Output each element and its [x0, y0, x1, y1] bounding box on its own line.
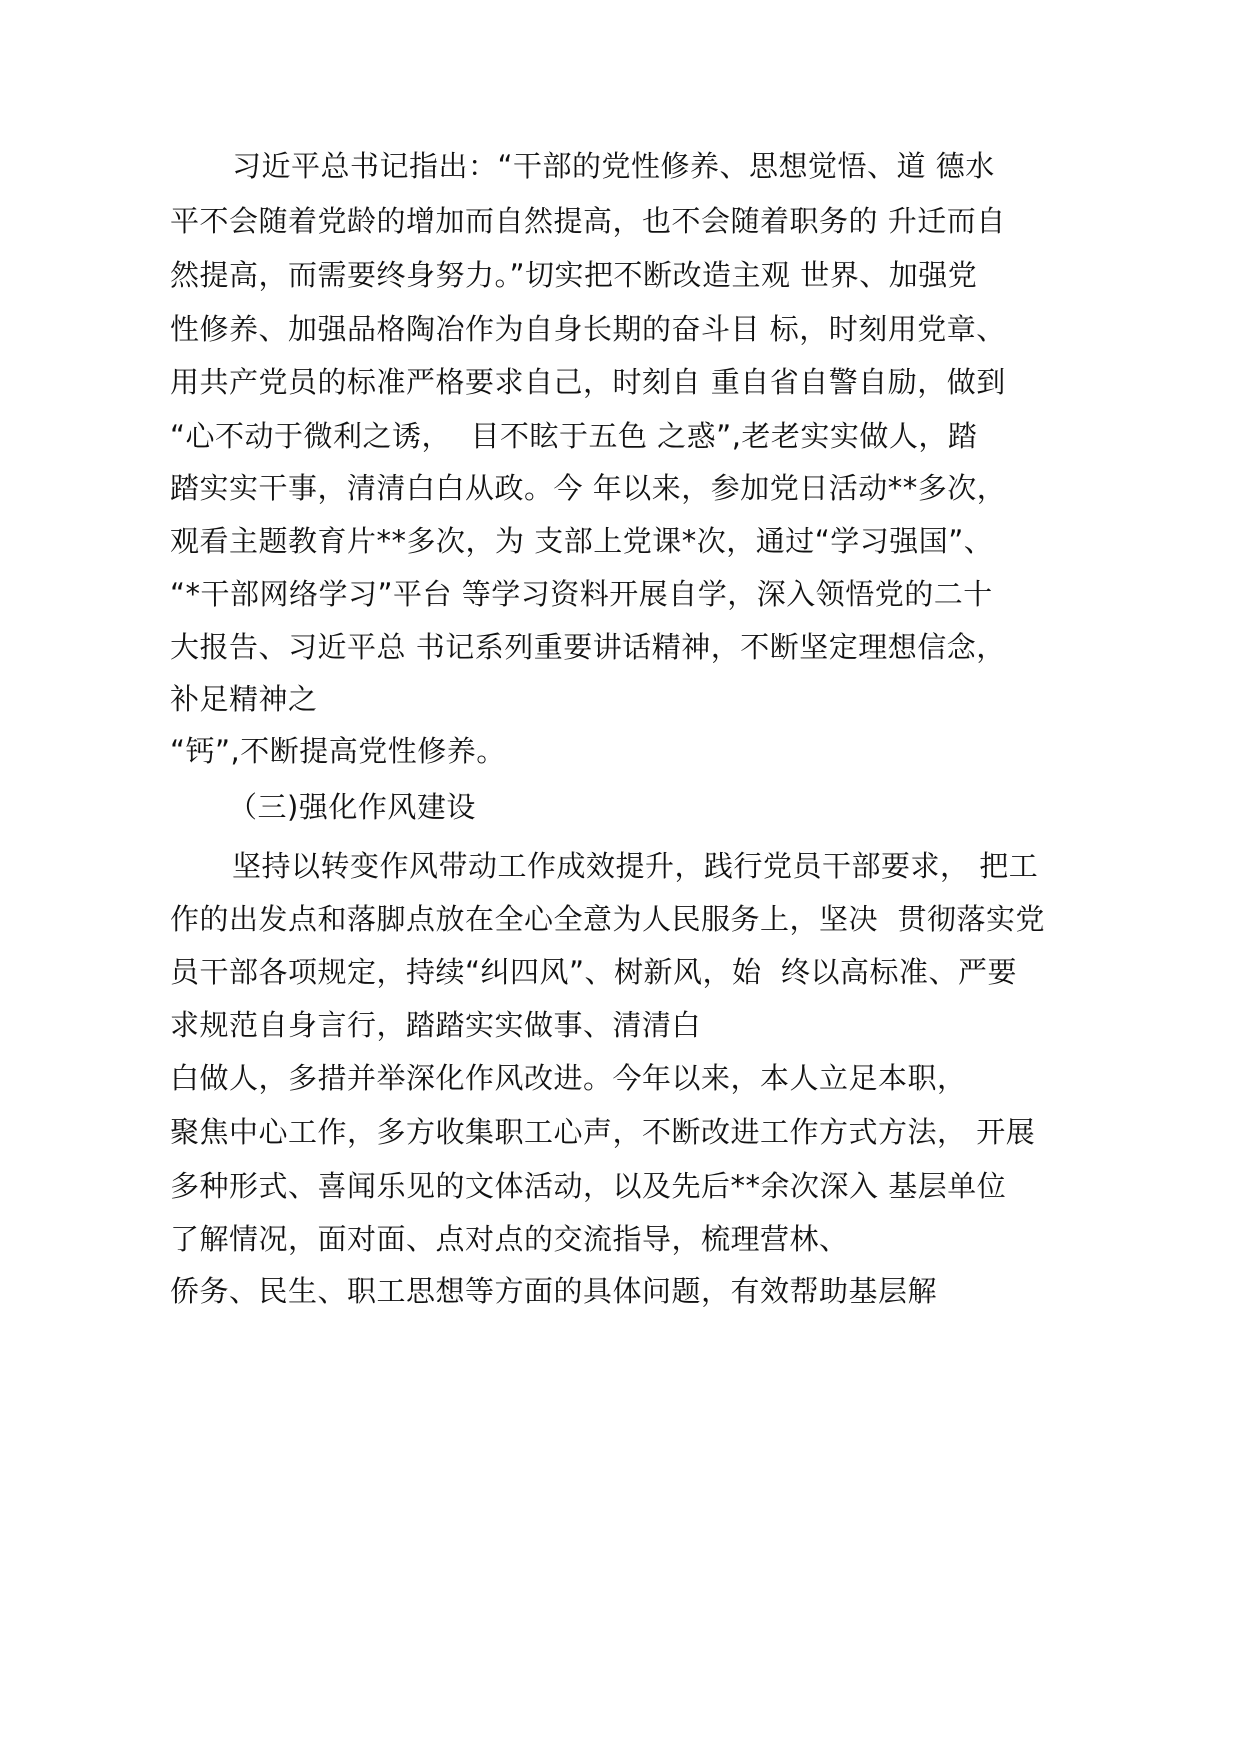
- text-line: 平不会随着党龄的增加而自然提高，也不会随着职务的 升迁而自: [170, 204, 1006, 238]
- text-line: 了解情况，面对面、点对点的交流指导，梳理营林、: [170, 1222, 849, 1256]
- text-line: 踏实实干事，清清白白从政。今 年以来，参加党日活动**多次，: [170, 471, 1007, 505]
- text-line: 坚持以转变作风带动工作成效提升，践行党员干部要求， 把工: [232, 849, 1039, 883]
- text-line: 作的出发点和落脚点放在全心全意为人民服务上，坚决 贯彻落实党: [170, 902, 1045, 936]
- text-line: “*干部网络学习”平台 等学习资料开展自学，深入领悟党的二十: [170, 577, 993, 611]
- text-line: 聚焦中心工作，多方收集职工心声，不断改进工作方式方法， 开展: [170, 1115, 1036, 1149]
- text-line: 观看主题教育片**多次，为 支部上党课*次，通过“学习强国”、: [170, 524, 994, 558]
- text-line: 补足精神之: [170, 682, 318, 716]
- text-line: 求规范自身言行，踏踏实实做事、清清白: [170, 1008, 702, 1042]
- text-line: 白做人，多措并举深化作风改进。今年以来，本人立足本职，: [170, 1061, 967, 1095]
- text-line: 习近平总书记指出：“干部的党性修养、思想觉悟、道 德水: [232, 149, 995, 183]
- text-line: 然提高，而需要终身努力。”切实把不断改造主观 世界、加强党: [170, 258, 978, 292]
- text-line: 员干部各项规定，持续“纠四风”、树新风，始 终以高标准、严要: [170, 955, 1017, 989]
- section-heading: （三)强化作风建设: [228, 790, 476, 824]
- text-line: 大报告、习近平总 书记系列重要讲话精神，不断坚定理想信念，: [170, 630, 1006, 664]
- text-line: 用共产党员的标准严格要求自己，时刻自 重自省自警自励，做到: [170, 365, 1006, 399]
- text-line: 多种形式、喜闻乐见的文体活动，以及先后**余次深入 基层单位: [170, 1169, 1007, 1203]
- text-line: “心不动于微利之诱， 目不眩于五色 之惑”,老老实实做人，踏: [170, 419, 978, 453]
- text-line: “钙”,不断提高党性修养。: [170, 734, 506, 768]
- text-line: 侨务、民生、职工思想等方面的具体问题，有效帮助基层解: [170, 1274, 938, 1308]
- text-line: 性修养、加强品格陶冶作为自身长期的奋斗目 标，时刻用党章、: [170, 312, 1006, 346]
